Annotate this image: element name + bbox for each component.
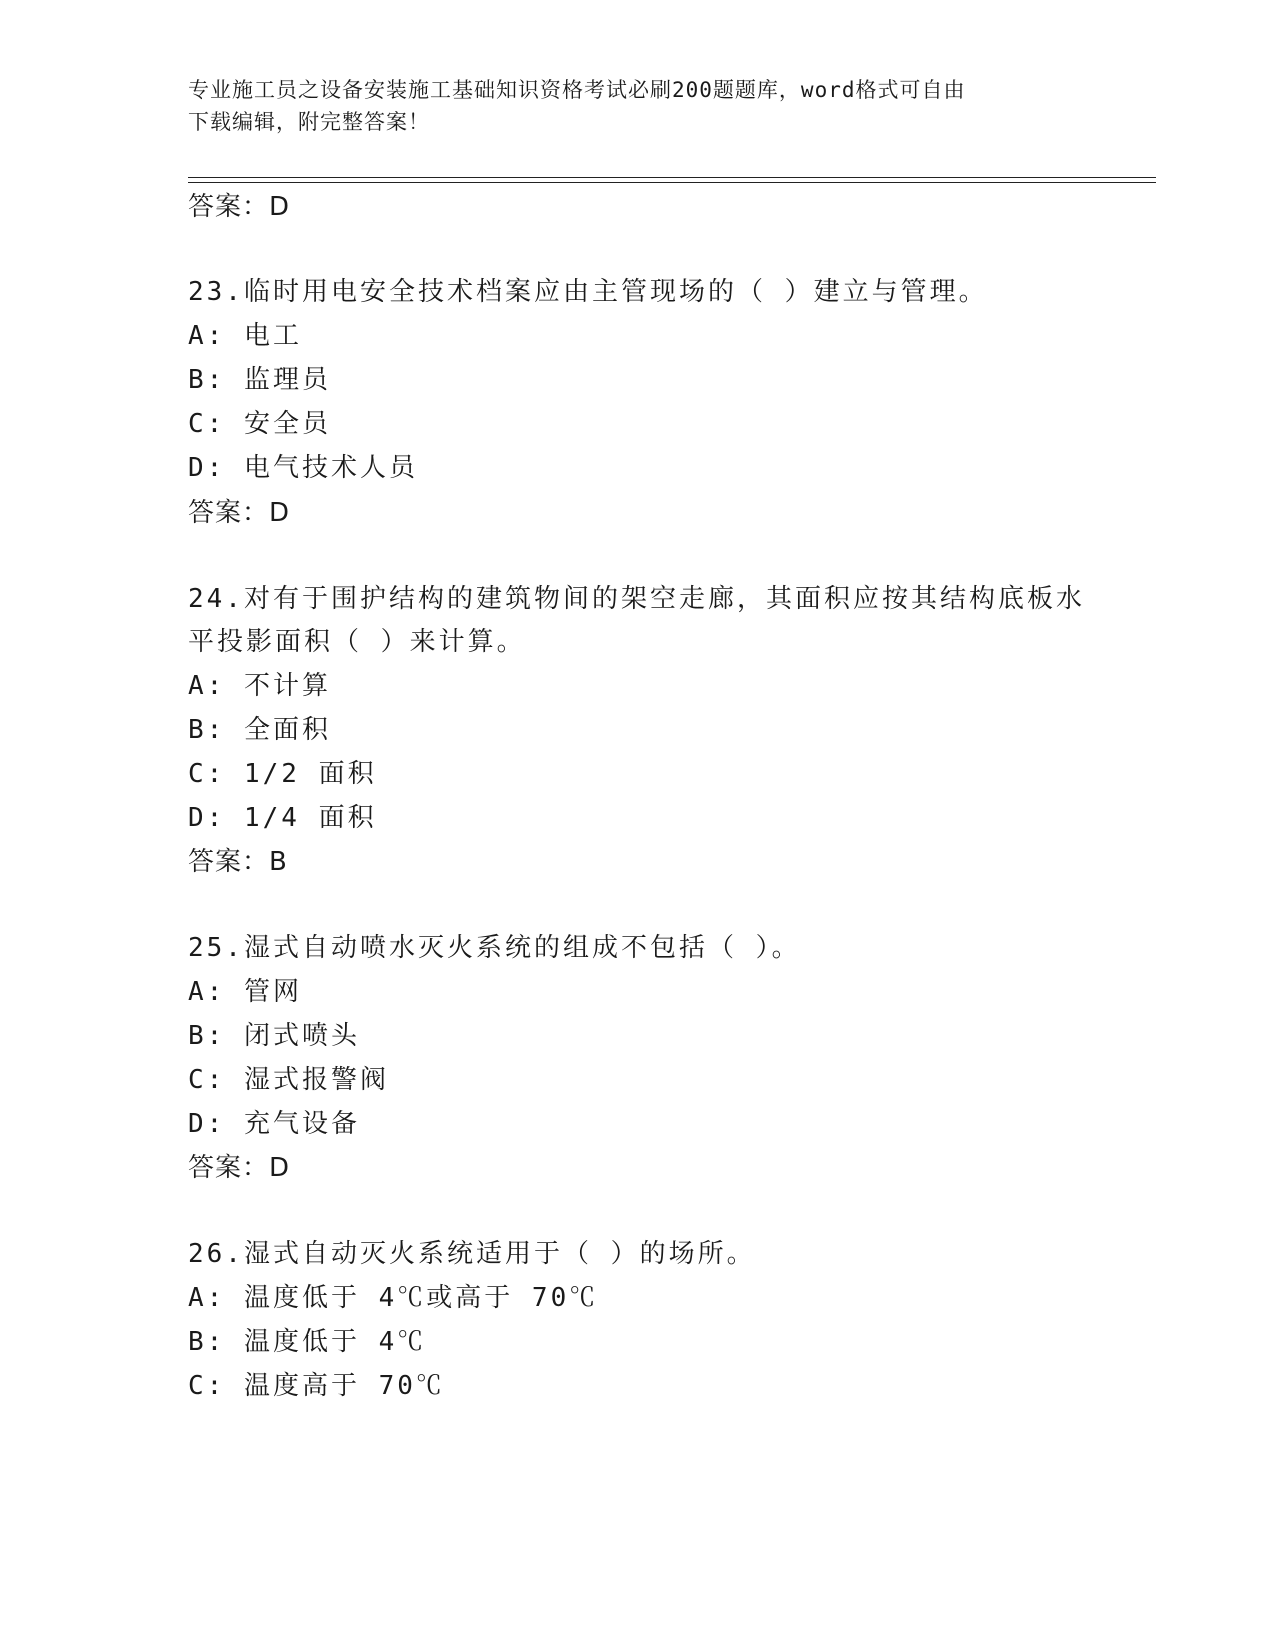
header-divider-bottom	[188, 182, 1156, 183]
header-line-2: 下载编辑，附完整答案！	[188, 110, 430, 134]
question-24-option-a: A: 不计算	[188, 671, 331, 701]
question-24-option-d: D: 1/4 面积	[188, 803, 377, 833]
question-23-option-a: A: 电工	[188, 321, 302, 351]
header-line-1: 专业施工员之设备安装施工基础知识资格考试必刷200题题库，word格式可自由	[188, 78, 966, 102]
question-26-option-b: B: 温度低于 4℃	[188, 1327, 427, 1357]
question-26-option-a: A: 温度低于 4℃或高于 70℃	[188, 1283, 599, 1313]
question-24-text-line-1: 24.对有于围护结构的建筑物间的架空走廊，其面积应按其结构底板水	[188, 584, 1085, 614]
question-24-text-line-2: 平投影面积（ ）来计算。	[188, 627, 526, 657]
question-23-option-b: B: 监理员	[188, 365, 331, 395]
question-23-answer: 答案：D	[188, 498, 291, 528]
question-24-option-b: B: 全面积	[188, 715, 331, 745]
previous-answer: 答案：D	[188, 192, 291, 222]
header-divider-top	[188, 177, 1156, 178]
question-24-answer: 答案：B	[188, 847, 288, 877]
question-23-text: 23.临时用电安全技术档案应由主管现场的（ ）建立与管理。	[188, 277, 988, 307]
question-25-text: 25.湿式自动喷水灭火系统的组成不包括（ ）。	[188, 933, 801, 963]
question-25-option-d: D: 充气设备	[188, 1109, 360, 1139]
question-26-option-c: C: 温度高于 70℃	[188, 1371, 445, 1401]
question-25-option-b: B: 闭式喷头	[188, 1021, 360, 1051]
question-25-option-a: A: 管网	[188, 977, 302, 1007]
question-23-option-d: D: 电气技术人员	[188, 453, 418, 483]
question-24-option-c: C: 1/2 面积	[188, 759, 377, 789]
question-26-text: 26.湿式自动灭火系统适用于（ ）的场所。	[188, 1239, 756, 1269]
question-23-option-c: C: 安全员	[188, 409, 331, 439]
question-25-option-c: C: 湿式报警阀	[188, 1065, 389, 1095]
question-25-answer: 答案：D	[188, 1153, 291, 1183]
document-header	[188, 74, 1088, 138]
